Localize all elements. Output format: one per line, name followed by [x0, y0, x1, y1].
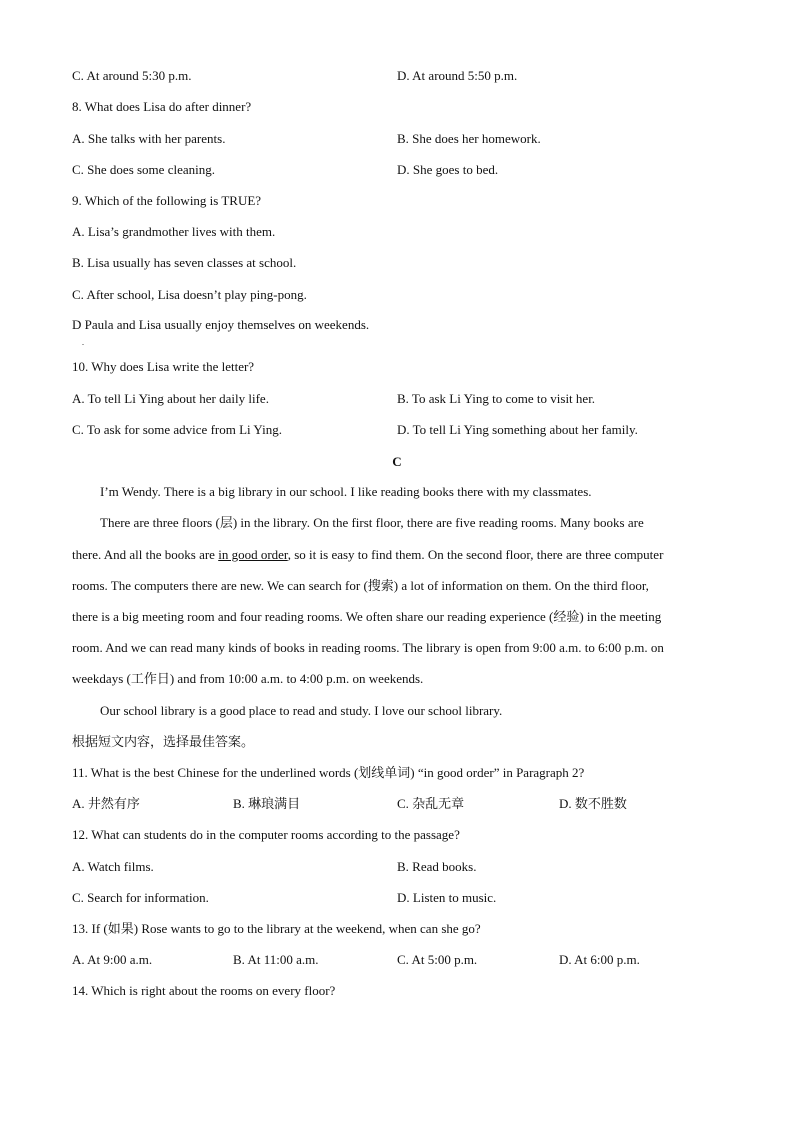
q12-option-a: A. Watch films.: [72, 859, 154, 874]
passage-paragraph-2-line-5: room. And we can read many kinds of books in reading rooms. The library is open from 9:00 a.m. to 6:00 p.m. on: [72, 640, 664, 655]
q8-option-a: A. She talks with her parents.: [72, 131, 226, 146]
passage-paragraph-3: Our school library is a good place to read and study. I love our school library.: [100, 703, 503, 718]
q13-option-a: A. At 9:00 a.m.: [72, 952, 153, 967]
passage-paragraph-2-line-2: [72, 547, 663, 563]
text-run: there. And all the books are: [72, 547, 219, 562]
q13-option-b: B. At 11:00 a.m.: [233, 952, 319, 967]
q9-option-c: C. After school, Lisa doesn’t play ping-pong.: [72, 287, 307, 302]
q12-option-c: C. Search for information.: [72, 890, 209, 905]
q13-option-c: C. At 5:00 p.m.: [397, 952, 478, 967]
q12-stem: 12. What can students do in the computer rooms according to the passage?: [72, 827, 460, 842]
q11-option-a: A. 井然有序: [72, 796, 140, 811]
q9-option-b: B. Lisa usually has seven classes at school.: [72, 255, 297, 270]
q10-option-d: D. To tell Li Ying something about her family.: [397, 422, 638, 437]
passage-paragraph-2-line-4: there is a big meeting room and four reading rooms. We often share our reading experience (经验) in the meeting: [72, 609, 662, 624]
q8-option-d: D. She goes to bed.: [397, 162, 499, 177]
stray-dot: .: [82, 338, 84, 347]
q9-option-a: A. Lisa’s grandmother lives with them.: [72, 224, 276, 239]
passage-paragraph-2-line-6: weekdays (工作日) and from 10:00 a.m. to 4:00 p.m. on weekends.: [72, 671, 424, 686]
q8-option-b: B. She does her homework.: [397, 131, 541, 146]
q8-option-c: C. She does some cleaning.: [72, 162, 215, 177]
underlined-phrase: in good order: [218, 547, 288, 562]
q13-option-d: D. At 6:00 p.m.: [559, 952, 640, 967]
text-run: , so it is easy to find them. On the second floor, there are three computer: [287, 547, 664, 562]
q9-stem: 9. Which of the following is TRUE?: [72, 193, 262, 208]
passage-paragraph-2-line-3: rooms. The computers there are new. We can search for (搜索) a lot of information on them. On the third floor,: [72, 578, 649, 593]
q11-option-b: B. 琳琅满目: [233, 796, 301, 811]
instruction: 根据短文内容，选择最佳答案。: [72, 734, 255, 749]
q10-stem: 10. Why does Lisa write the letter?: [72, 359, 255, 374]
q11-option-d: D. 数不胜数: [559, 796, 627, 811]
q7-option-c: C. At around 5:30 p.m.: [72, 68, 192, 83]
section-heading: C: [392, 454, 402, 469]
q14-stem: 14. Which is right about the rooms on every floor?: [72, 983, 336, 998]
q9-option-d: D Paula and Lisa usually enjoy themselves on weekends.: [72, 317, 370, 332]
q11-stem: 11. What is the best Chinese for the underlined words (划线单词) “in good order” in Paragraph 2?: [72, 765, 585, 780]
passage-paragraph-2-line-1: There are three floors (层) in the library. On the first floor, there are five reading rooms. Many books are: [100, 515, 644, 530]
q13-stem: 13. If (如果) Rose wants to go to the library at the weekend, when can she go?: [72, 921, 481, 936]
q7-option-d: D. At around 5:50 p.m.: [397, 68, 518, 83]
q11-option-c: C. 杂乱无章: [397, 796, 465, 811]
q12-option-b: B. Read books.: [397, 859, 477, 874]
q10-option-a: A. To tell Li Ying about her daily life.: [72, 391, 269, 406]
q8-stem: 8. What does Lisa do after dinner?: [72, 99, 252, 114]
q10-option-c: C. To ask for some advice from Li Ying.: [72, 422, 282, 437]
q12-option-d: D. Listen to music.: [397, 890, 497, 905]
q10-option-b: B. To ask Li Ying to come to visit her.: [397, 391, 596, 406]
passage-paragraph-1: I’m Wendy. There is a big library in our school. I like reading books there with my classmates.: [100, 484, 592, 499]
